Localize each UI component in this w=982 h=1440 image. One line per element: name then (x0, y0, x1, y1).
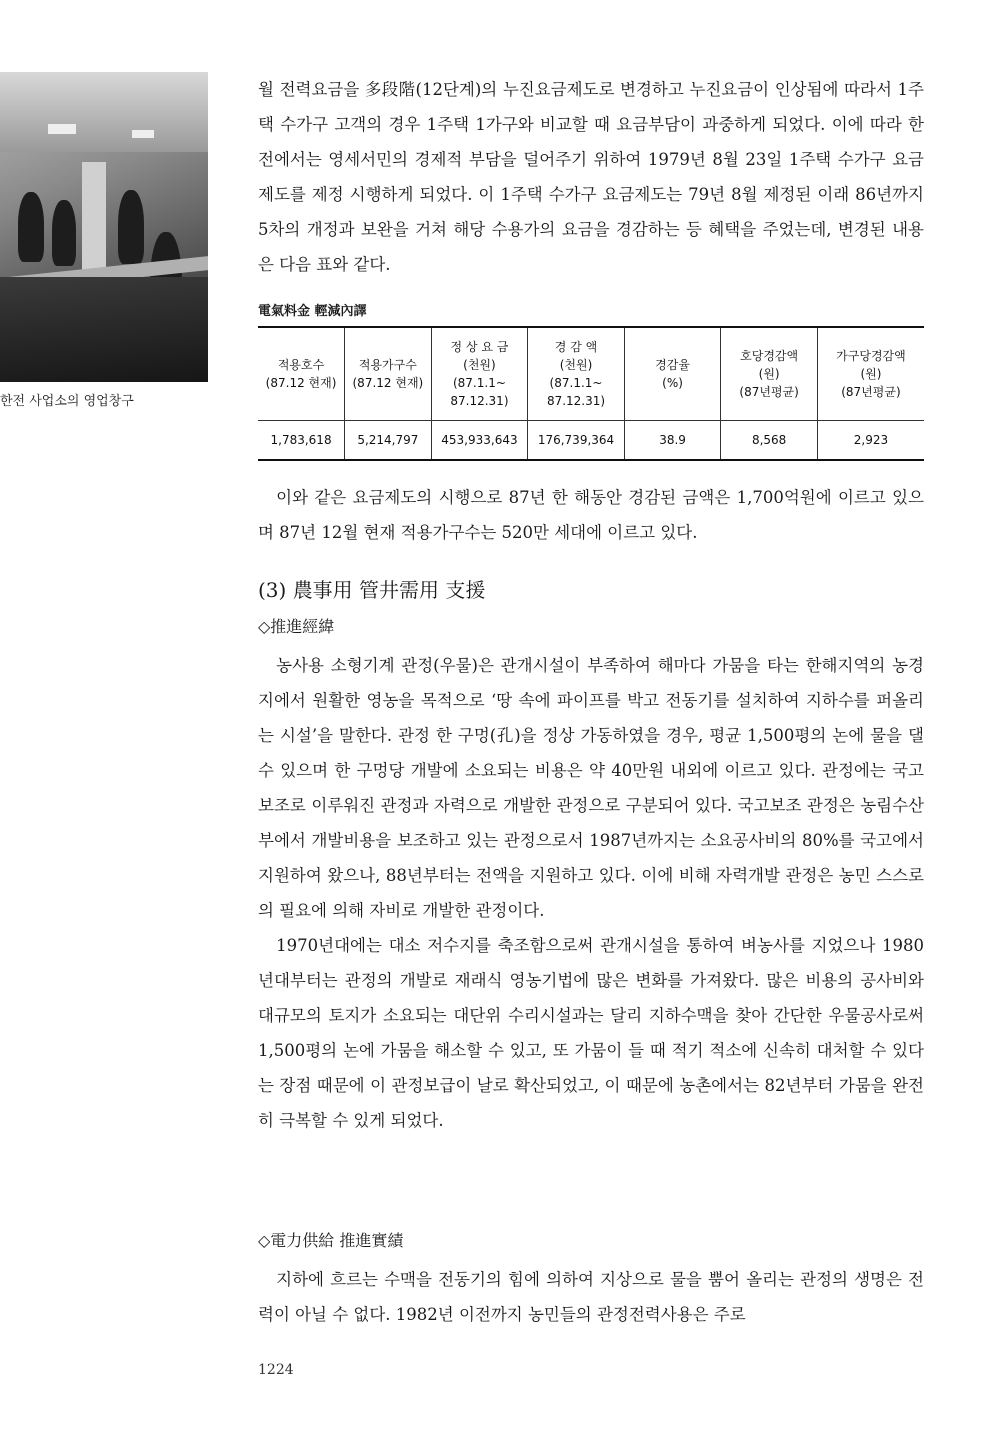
page-number: 1224 (258, 1362, 294, 1378)
photo-figure (118, 190, 144, 264)
header-households: 적용호수 (87.12 현재) (258, 327, 345, 421)
header-per-household: 호당경감액 (원) (87년평균) (721, 327, 818, 421)
table-cell: 453,933,643 (431, 421, 528, 461)
photo-ceiling (0, 72, 208, 152)
paragraph-background: 농사용 소형기계 관정(우물)은 관개시설이 부족하여 해마다 가뭄을 타는 한해지역의 농경지에서 원활한 영농을 목적으로 ‘땅 속에 파이프를 박고 전동기를 설치하여 지하수를 퍼올리는 시설’을 말한다. 관정 한 구멍(孔)을 정상 가동하였을 경우, 평균 1,500평의 논에 물을 댈 수 있으며 한 구멍당 개발에 소요되는 비용은 약 40만원 내외에 이르고 있다. 관정에는 국고보조로 이루워진 관정과 자력으로 개발한 관정으로 구분되어 있다. 국고보조 관정은 농림수산부에서 개발비용을 보조하고 있는 관정으로서 1987년까지는 소요공사비의 80%를 국고에서 지원하여 왔으나, 88년부터는 전액을 지원하고 있다. 이에 비해 자력개발 관정은 농민 스스로의 필요에 의해 자비로 개발한 관정이다. (258, 656, 924, 920)
intro-paragraph: 월 전력요금을 多段階(12단계)의 누진요금제도로 변경하고 누진요금이 인상됨에 따라서 1주택 수가구 고객의 경우 1주택 1가구와 비교할 때 요금부담이 과중하게 되었다. 이에 따라 한전에서는 영세서민의 경제적 부담을 덜어주기 위하여 1979년 8월 23일 1주택 수가구 요금제도를 제정 시행하게 되었다. 이 1주택 수가구 요금제도는 79년 8월 제정된 이래 86년까지 5차의 개정과 보완을 거쳐 해당 수용가의 요금을 경감하는 등 혜택을 주었는데, 변경된 내용은 다음 표와 같다. (258, 80, 924, 274)
table-cell: 5,214,797 (345, 421, 432, 461)
after-table-paragraph: 이와 같은 요금제도의 시행으로 87년 한 해동안 경감된 금액은 1,700억원에 이르고 있으며 87년 12월 현재 적용가구수는 520만 세대에 이르고 있다. (258, 488, 924, 542)
header-reduction-amount: 경 감 액 (천원) (87.1.1~ 87.12.31) (528, 327, 625, 421)
header-families: 적용가구수 (87.12 현재) (345, 327, 432, 421)
table-cell: 2,923 (817, 421, 924, 461)
office-counter-photo (0, 72, 208, 382)
photo-sign (48, 124, 76, 134)
table-cell: 176,739,364 (528, 421, 625, 461)
table-title: 電氣料金 輕減內譯 (258, 304, 367, 319)
paragraph-history: 1970년대에는 대소 저수지를 축조함으로써 관개시설을 통하여 벼농사를 지었으나 1980년대부터는 관정의 개발로 재래식 영농기법에 많은 변화를 가져왔다. 많은 비용의 공사비와 대규모의 토지가 소요되는 대단위 수리시설과는 달리 지하수맥을 찾아 간단한 우물공사로써 1,500평의 논에 가뭄을 해소할 수 있고, 또 가뭄이 들 때 적기 적소에 신속히 대처할 수 있다는 장점 때문에 이 관정보급이 날로 확산되었고, 이 때문에 농촌에서는 82년부터 가뭄을 완전히 극복할 수 있게 되었다. (258, 936, 924, 1130)
photo-caption: 한전 사업소의 영업창구 (0, 394, 134, 409)
subheading-background: ◇推進經緯 (258, 617, 335, 636)
table-cell: 38.9 (624, 421, 721, 461)
photo-figure (52, 200, 76, 266)
table-row (258, 421, 924, 461)
photo-pillar (82, 162, 106, 282)
table-cell: 8,568 (721, 421, 818, 461)
header-per-family: 가구당경감액 (원) (87년평균) (817, 327, 924, 421)
section-heading: (3) 農事用 管井需用 支援 (258, 578, 486, 602)
header-reduction-rate: 경감율 (%) (624, 327, 721, 421)
photo-figure (18, 192, 44, 262)
after-table-text (258, 480, 924, 550)
subheading-results: ◇電力供給 推進實績 (258, 1231, 404, 1250)
table-header-row (258, 327, 924, 421)
fee-reduction-table (258, 326, 924, 461)
results-text (258, 1262, 924, 1332)
section-body (258, 648, 924, 1138)
header-normal-fee: 정 상 요 금 (천원) (87.1.1~ 87.12.31) (431, 327, 528, 421)
photo-counter (0, 277, 208, 382)
paragraph-results: 지하에 흐르는 수맥을 전동기의 힘에 의하여 지상으로 물을 뿜어 올리는 관정의 생명은 전력이 아닐 수 없다. 1982년 이전까지 농민들의 관정전력사용은 주로 (258, 1270, 924, 1324)
photo-sign (132, 130, 154, 138)
table-cell: 1,783,618 (258, 421, 345, 461)
intro-text (258, 72, 924, 282)
